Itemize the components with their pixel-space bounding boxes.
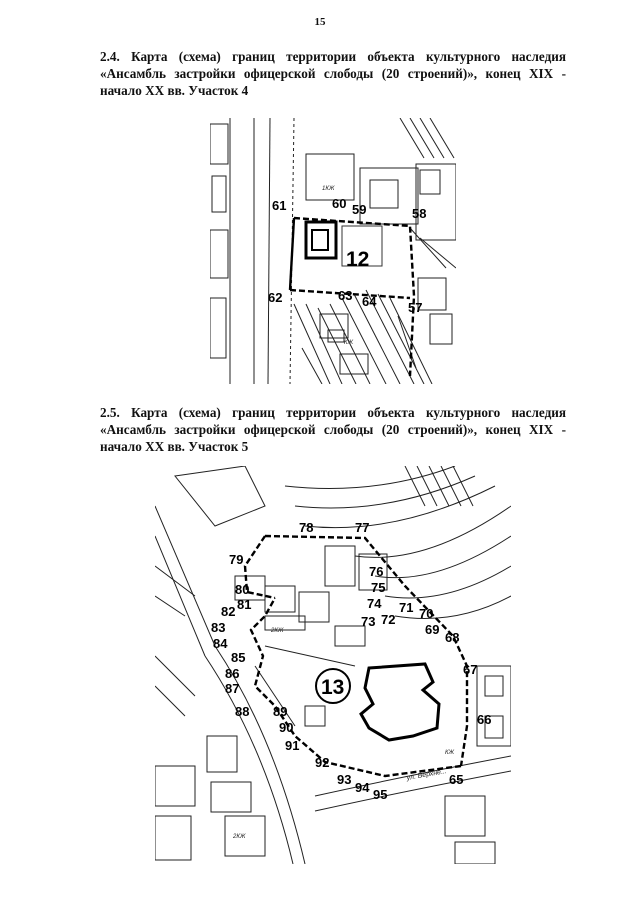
map-5-site-number: 13 bbox=[321, 676, 345, 699]
map-5-point-88: 88 bbox=[235, 704, 250, 719]
map-4-site-number: 12 bbox=[346, 248, 370, 271]
map-5-point-92: 92 bbox=[315, 755, 330, 770]
map-section-5-drawing bbox=[155, 466, 511, 864]
map-4-point-62: 62 bbox=[268, 290, 283, 305]
map-5-point-66: 66 bbox=[477, 712, 492, 727]
map-4-building-mark: 1КЖ bbox=[322, 186, 335, 192]
map-5-point-91: 91 bbox=[285, 738, 300, 753]
section-5-heading: 2.5. Карта (схема) границ территории объекта культурного наследия «Ансамбль застройки офицерской слободы (20 строений)», конец XIX - начало XX вв. Участок 5 bbox=[100, 405, 566, 454]
map-4-point-60: 60 bbox=[332, 196, 347, 211]
map-5-point-76: 76 bbox=[369, 564, 384, 579]
map-5-point-94: 94 bbox=[355, 780, 370, 795]
map-5-point-70: 70 bbox=[419, 606, 434, 621]
map-5-point-90: 90 bbox=[279, 720, 294, 735]
map-4-point-61: 61 bbox=[272, 198, 287, 213]
page-number: 15 bbox=[314, 16, 326, 28]
map-4-point-63: 63 bbox=[338, 288, 353, 303]
map-5-point-84: 84 bbox=[213, 636, 228, 651]
map-5-point-74: 74 bbox=[367, 596, 382, 611]
map-5-point-65: 65 bbox=[449, 772, 464, 787]
map-5-point-75: 75 bbox=[371, 580, 386, 595]
map-5-point-82: 82 bbox=[221, 604, 236, 619]
map-5-street-label: ул. Верхне... bbox=[406, 768, 448, 782]
map-4-point-57: 57 bbox=[408, 300, 423, 315]
map-5-point-89: 89 bbox=[273, 704, 288, 719]
map-5-building-mark: 2КЖ bbox=[271, 628, 284, 634]
map-5-point-78: 78 bbox=[299, 520, 314, 535]
map-5-point-67: 67 bbox=[463, 662, 478, 677]
map-4-point-58: 58 bbox=[412, 206, 427, 221]
map-4-building-mark: КЖ bbox=[344, 340, 354, 346]
map-5-point-68: 68 bbox=[445, 630, 460, 645]
map-4-point-59: 59 bbox=[352, 202, 367, 217]
map-5-point-79: 79 bbox=[229, 552, 244, 567]
map-5-point-71: 71 bbox=[399, 600, 414, 615]
map-5-point-73: 73 bbox=[361, 614, 376, 629]
map-5-point-95: 95 bbox=[373, 787, 388, 802]
section-4-heading: 2.4. Карта (схема) границ территории объекта культурного наследия «Ансамбль застройки офицерской слободы (20 строений)», конец XIX - начало XX вв. Участок 4 bbox=[100, 49, 566, 98]
map-5-point-80: 80 bbox=[235, 582, 250, 597]
map-5-point-85: 85 bbox=[231, 650, 246, 665]
map-5-point-69: 69 bbox=[425, 622, 440, 637]
map-section-4-drawing bbox=[210, 118, 456, 384]
map-5-point-77: 77 bbox=[355, 520, 370, 535]
map-section-4 bbox=[210, 118, 456, 384]
map-4-point-64: 64 bbox=[362, 294, 377, 309]
map-section-5 bbox=[155, 466, 511, 864]
map-5-point-72: 72 bbox=[381, 612, 396, 627]
map-5-point-93: 93 bbox=[337, 772, 352, 787]
map-5-point-87: 87 bbox=[225, 681, 240, 696]
map-5-point-81: 81 bbox=[237, 597, 252, 612]
map-5-building-mark: 2КЖ bbox=[233, 834, 246, 840]
map-5-point-86: 86 bbox=[225, 666, 240, 681]
map-5-point-83: 83 bbox=[211, 620, 226, 635]
map-5-building-mark: КЖ bbox=[445, 750, 455, 756]
